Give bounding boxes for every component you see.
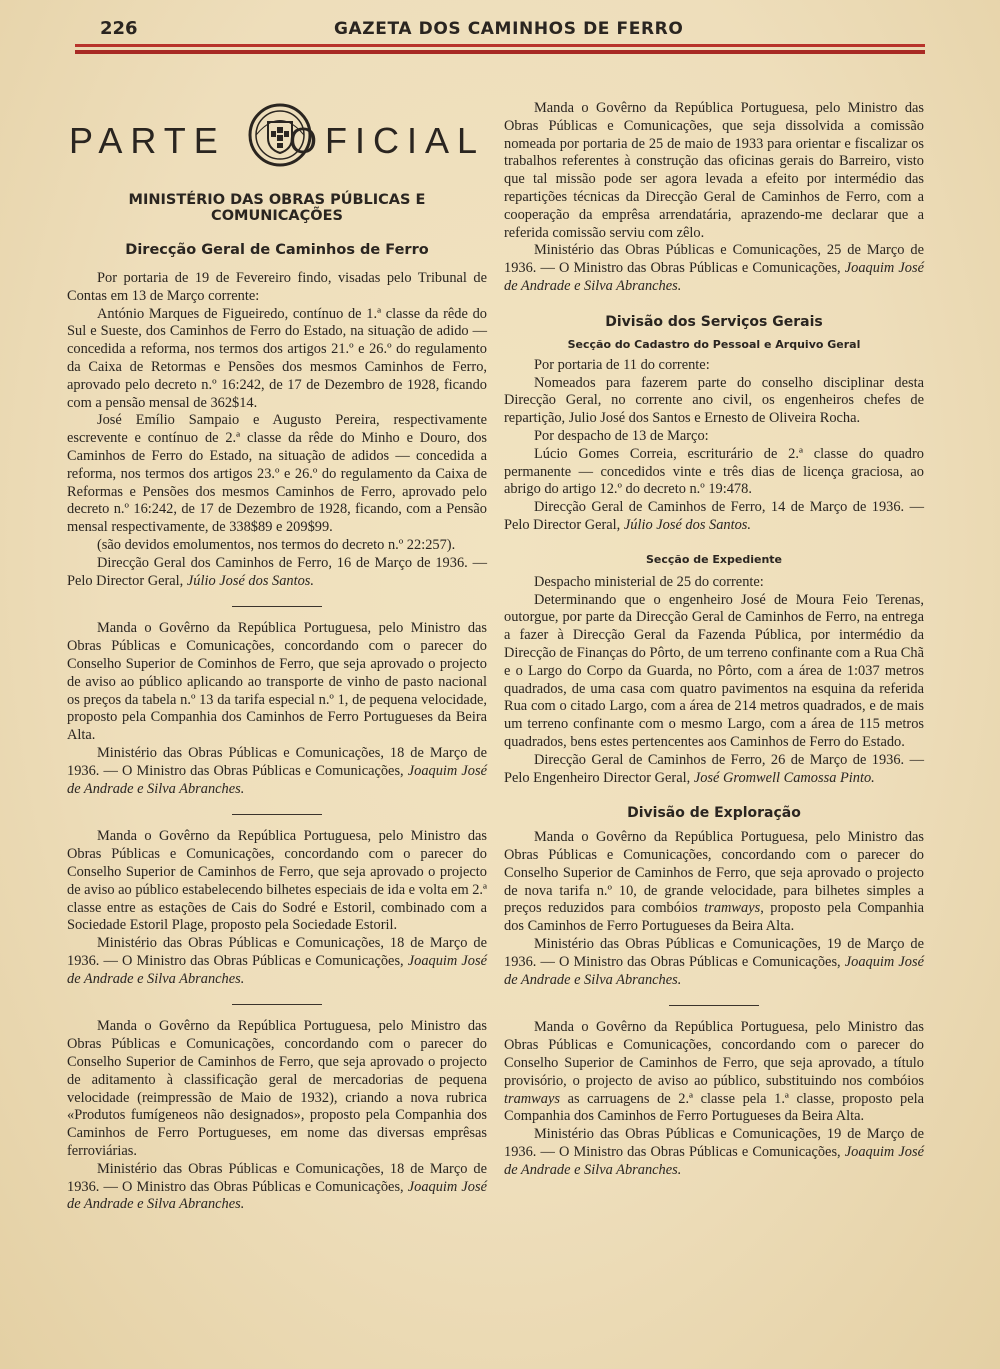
paragraph: Por despacho de 13 de Março:: [534, 427, 709, 444]
italic-term: tramways: [704, 900, 761, 917]
signature-text: Ministério das Obras Públicas e Comunicações, 25 de Março de 1936. — O Ministro das Obras Públicas e Comunicações,: [504, 242, 924, 277]
running-title: GAZETA DOS CAMINHOS DE FERRO: [334, 19, 684, 39]
page-header: [0, 14, 1000, 64]
paragraph-text: as carruagens de 2.ª classe pela 1.ª classe, proposto pela Companhia dos Caminhos de Ferro Portugueses da Beira Alta.: [504, 1090, 924, 1125]
signatory-name: Joaquim José de Andrade e Silva Abranches.: [504, 1144, 924, 1178]
signature-text: Direcção Geral de Caminhos de Ferro, 14 de Março de 1936. — Pelo Director Geral,: [504, 499, 924, 533]
left-column: [67, 100, 487, 1214]
signatory-name: Júlio José dos Santos.: [186, 572, 314, 589]
signature-text: Ministério das Obras Públicas e Comunicações, 18 de Março de 1936. — O Ministro das Obras Públicas e Comunicações,: [67, 935, 487, 969]
paragraph: [504, 1019, 924, 1126]
section-heading: Secção de Expediente: [646, 552, 782, 566]
paragraph: José Emílio Sampaio e Augusto Pereira, respectivamente escrevente e contínuo de 2.ª classe da rêde do Minho e Douro, dos Caminhos de Ferro do Estado, na situação de adidos — concedida a reforma, nos termos dos artigos 23.º e 26.º do regulamento da Caixa de Reformas e Pensões dos mesmos Caminhos de Ferro, aprovado pelo decreto n.º 16:242, de 17 de Dezembro de 1928, ficando, com a Pensão mensal respectivamente, de 338$89 e 209$99.: [67, 412, 487, 536]
paragraph: Por portaria de 19 de Fevereiro findo, visadas pelo Tribunal de Contas em 13 de Março corrente:: [67, 270, 487, 304]
separator-rule: [67, 988, 487, 1018]
paragraph: [504, 829, 924, 936]
paragraph: Manda o Govêrno da República Portuguesa, pelo Ministro das Obras Públicas e Comunicações, concordando com o parecer do Conselho Superior de Caminhos de Ferro, que seja aprovado o projecto de aditamento à classificação geral de mercadorias de pequena velocidade (reimpressão de Maio de 1932), criando a nova rubrica «Produtos fumígeneos não designados», proposto pela Companhia dos Caminhos de Ferro Portugueses, em nome das diversas emprêsas ferroviárias.: [67, 1018, 487, 1160]
signatory-name: José Gromwell Camossa Pinto.: [693, 769, 875, 786]
signature-paragraph: [504, 499, 924, 535]
signatory-name: Joaquim José de Andrade e Silva Abranches.: [67, 952, 487, 987]
page-number: 226: [100, 18, 138, 39]
section-masthead: [67, 100, 487, 180]
signature-text: Direcção Geral dos Caminhos de Ferro, 16 de Março de 1936. — Pelo Director Geral,: [67, 554, 487, 589]
separator-rule: [504, 989, 924, 1019]
right-column: [504, 100, 924, 1180]
paragraph: (são devidos emolumentos, nos termos do decreto n.º 22:257).: [97, 536, 456, 553]
signature-text: Direcção Geral de Caminhos de Ferro, 26 de Março de 1936. — Pelo Engenheiro Director Geral,: [504, 751, 924, 786]
section-heading: Secção do Cadastro do Pessoal e Arquivo Geral: [567, 337, 861, 351]
signature-paragraph: [67, 1161, 487, 1214]
ministry-heading: MINISTÉRIO DAS OBRAS PÚBLICAS E COMUNICAÇÕES: [128, 192, 426, 224]
signatory-name: Júlio José dos Santos.: [623, 516, 751, 533]
paragraph: António Marques de Figueiredo, contínuo de 1.ª classe da rêde do Sul e Sueste, dos Caminhos de Ferro do Estado, na situação de adido — concedida a reforma, nos termos dos artigos 21.º e 26.º do regulamento da Caixa de Retormas e Pensões dos mesmos Caminhos de Ferro, aprovado pelo decreto n.º 16:242, de 17 de Dezembro de 1928, ficando com a pensão mensal de 362$14.: [67, 305, 487, 411]
signature-paragraph: [504, 242, 924, 295]
paragraph: Manda o Govêrno da República Portuguesa, pelo Ministro das Obras Públicas e Comunicações, concordando com o parecer do Conselho Superior de Caminhos de Ferro, que seja aprovado o projecto de aviso ao público estabelecendo bilhetes especiais de ida e volta em 2.ª classe entre as estações de Cais do Sodré e Estoril, combinado com a Sociedade Estoril Plage, proposto pela Sociedade Estoril.: [67, 828, 487, 934]
signature-text: Ministério das Obras Públicas e Comunicações, 19 de Março de 1936. — O Ministro das Obras Públicas e Comunicações,: [504, 936, 924, 970]
paragraph-text: Manda o Govêrno da República Portuguesa, pelo Ministro das Obras Públicas e Comunicações, concordando com o parecer do Conselho Superior de Caminhos de Ferro, que seja aprovado, a título provisório, o projecto de aviso ao público, substituindo nos combóios: [504, 1019, 924, 1089]
header-rule-top: [75, 44, 925, 47]
signature-paragraph: [67, 555, 487, 591]
masthead-word-left: PARTE: [69, 120, 226, 161]
separator-rule: [67, 590, 487, 620]
signature-text: Ministério das Obras Públicas e Comunicações, 18 de Março de 1936. — O Ministro das Obras Públicas e Comunicações,: [67, 744, 487, 779]
header-rule-bottom: [75, 50, 925, 54]
paragraph-text: Manda o Govêrno da República Portuguesa, pelo Ministro das Obras Públicas e Comunicações, concordando com o parecer do Conselho Superior de Caminhos de Ferro, que seja aprovado o projecto de nova tarifa n.º 10, de grande velocidade, para bilhetes simples a preços reduzidos para combóios: [504, 829, 924, 917]
paragraph: Nomeados para fazerem parte do conselho disciplinar desta Direcção Geral, no corrente ano civil, os engenheiros chefes de repartição, Julio José dos Santos e Ernesto de Oliveira Rocha.: [504, 374, 924, 427]
paragraph-text: , proposto pela Companhia dos Caminhos de Ferro Portugueses da Beira Alta.: [504, 900, 924, 935]
paragraph: Determinando que o engenheiro José de Moura Feio Terenas, outorgue, por parte da Direcção Geral de Caminhos de Ferro, na entrega a fazer à Direcção Geral da Fazenda Pública, por intermédio da Direcção de Finanças do Pôrto, de um terreno confinante com a Rua Chã e o Largo do Corpo da Guarda, no Pôrto, com a área de 1:037 metros quadrados, de uma casa com quatro pavimentos na esquina da referida Rua com o citado Largo, com a área de 214 metros quadrados, e de mais um terreno confinante com o mesmo Largo, com a área de 115 metros quadrados, bens estes pertencentes aos Caminhos de Ferro do Estado.: [504, 591, 924, 750]
signature-text: Ministério das Obras Públicas e Comunicações, 19 de Março de 1936. — O Ministro das Obras Públicas e Comunicações,: [504, 1126, 924, 1161]
italic-term: tramways: [504, 1090, 560, 1107]
signatory-name: Joaquim José de Andrade e Silva Abranches.: [504, 953, 924, 988]
paragraph: Manda o Govêrno da República Portuguesa, pelo Ministro das Obras Públicas e Comunicações, concordando com o parecer do Conselho Superior de Cominhos de Ferro, que seja aprovado o projecto de aviso ao público aplicando ao transporte de vinho de pasto nacional os preços da tabela n.º 13 da tarifa especial n.º 1, de pequena velocidade, proposto pela Companhia dos Caminhos de Ferro Portugueses da Beira Alta.: [67, 620, 487, 744]
paragraph: Despacho ministerial de 25 do corrente:: [534, 573, 764, 590]
signatory-name: Joaquim José de Andrade e Silva Abranches.: [67, 1178, 487, 1213]
division-heading: Divisão de Exploração: [627, 805, 801, 822]
paragraph: Lúcio Gomes Correia, escriturário de 2.ª classe do quadro permanente — concedidos vinte e três dias de licença graciosa, ao abrigo do artigo 12.º do decreto n.º 19:478.: [504, 445, 924, 498]
signatory-name: Joaquim José de Andrade e Silva Abranches.: [67, 762, 487, 797]
division-heading: Divisão dos Serviços Gerais: [605, 313, 823, 330]
directorate-heading: Direcção Geral de Caminhos de Ferro: [125, 242, 429, 258]
paragraph: Manda o Govêrno da República Portuguesa, pelo Ministro das Obras Públicas e Comunicações, que seja dissolvida a comissão nomeada por portaria de 25 de maio de 1933 para orientar e fiscalizar os trabalhos referentes à construção das oficinas gerais do Barreiro, visto que tal missão pode ser agora levada a efeito por intermédio das repartições técnicas da Direcção Geral de Caminhos de Ferro, com a cooperação da emprêsa arrendatária, aprazendo-me declarar que a referida comissão serviu com zêlo.: [504, 100, 924, 241]
signatory-name: Joaquim José de Andrade e Silva Abranches.: [504, 260, 924, 294]
signature-paragraph: [67, 745, 487, 798]
signature-paragraph: [504, 936, 924, 989]
signature-text: Ministério das Obras Públicas e Comunicações, 18 de Março de 1936. — O Ministro das Obras Públicas e Comunicações,: [67, 1160, 487, 1195]
signature-paragraph: [504, 752, 924, 788]
paragraph: Por portaria de 11 do corrente:: [534, 356, 710, 373]
signature-paragraph: [504, 1126, 924, 1179]
masthead-word-right: OFICIAL: [288, 120, 485, 161]
separator-rule: [67, 798, 487, 828]
signature-paragraph: [67, 935, 487, 988]
